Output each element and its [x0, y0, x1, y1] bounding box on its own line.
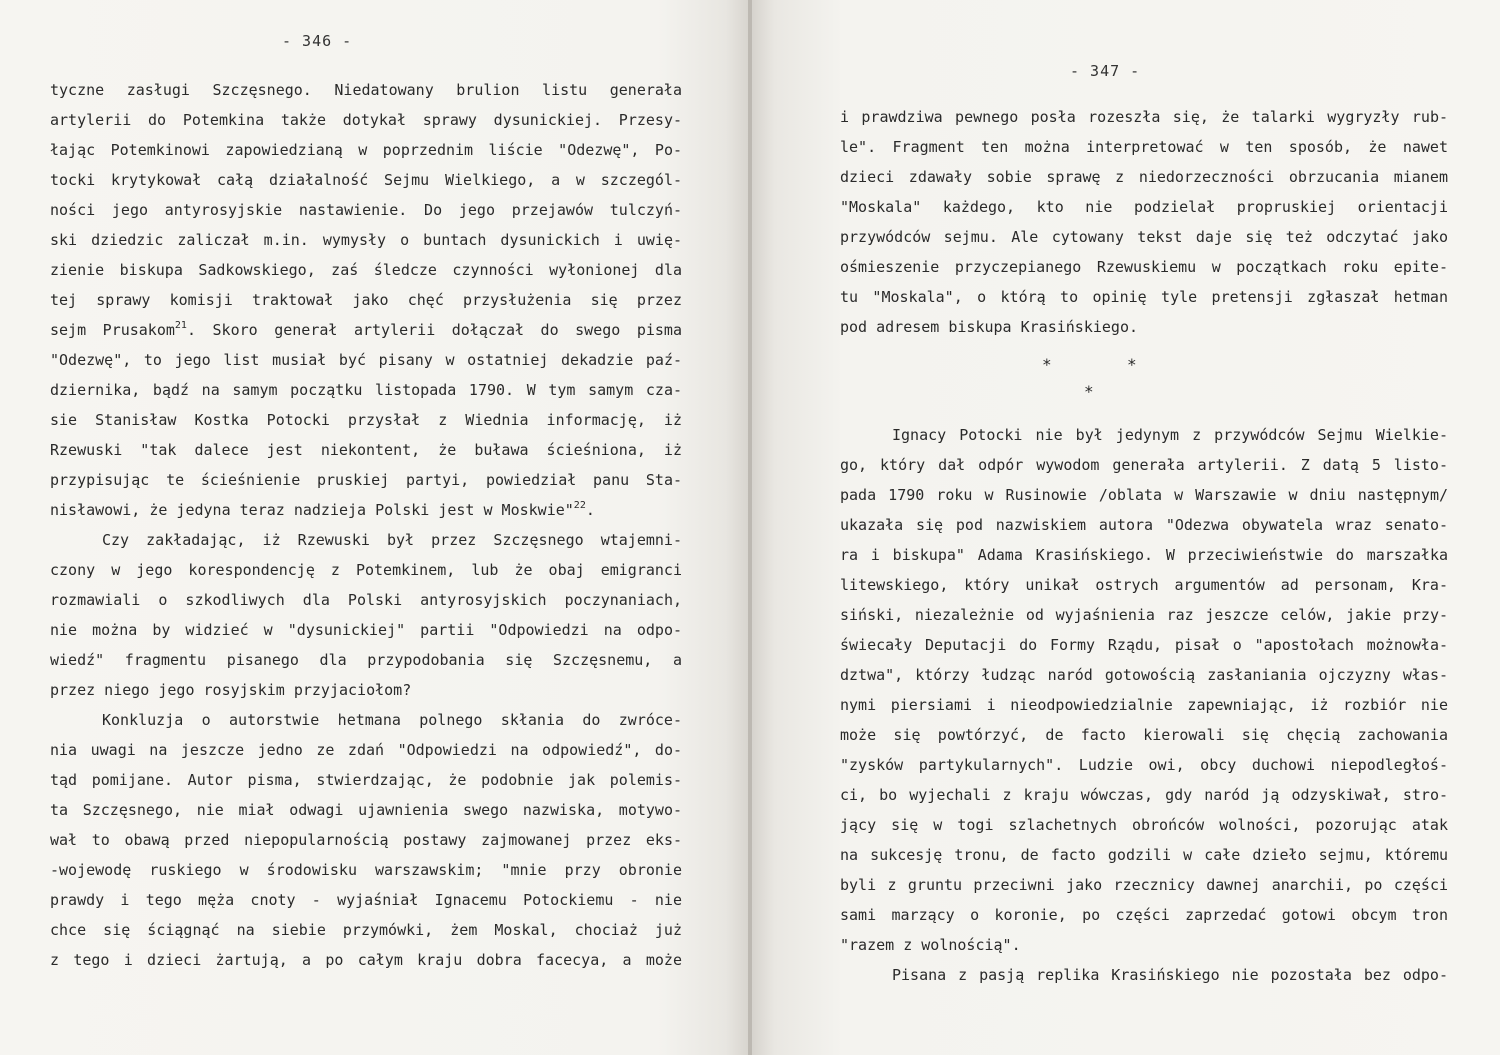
line-text: nymi piersiami i nieodpowiedzialnie zapewniając, iż rozbiór nie	[840, 696, 1448, 714]
line-text: dziernika, bądź na samym początku listopada 1790. W tym samym cza-	[50, 381, 682, 399]
line-text: prawdy i tego męża cnoty - wyjaśniał Ignacemu Potockiemu - nie	[50, 891, 682, 909]
line-text: ośmieszenie przyczepianego Rzewuskiemu w początkach roku epite-	[840, 258, 1448, 276]
text-line	[50, 615, 682, 645]
line-text: na sukcesję tronu, de facto godzili w całe dzieło sejmu, któremu	[840, 846, 1448, 864]
text-line	[840, 162, 1448, 192]
text-line	[50, 915, 682, 945]
line-text: przypisując te ścieśnienie pruskiej partyi, powiedział panu Sta-	[50, 471, 682, 489]
line-text: Pisana z pasją replika Krasińskiego nie pozostała bez odpo-	[892, 966, 1448, 984]
text-line	[50, 285, 682, 315]
text-line	[50, 345, 682, 375]
line-text: pod adresem biskupa Krasińskiego.	[840, 318, 1139, 336]
line-text: tej sprawy komisji traktował jako chęć przysłużenia się przez	[50, 291, 682, 309]
line-text: Konkluzja o autorstwie hetmana polnego skłania do zwróce-	[102, 711, 682, 729]
text-line	[840, 192, 1448, 222]
text-line	[840, 960, 1448, 990]
text-line	[50, 105, 682, 135]
line-text: ski dziedzic zaliczał m.in. wymysły o buntach dysunickich i uwię-	[50, 231, 682, 249]
text-line	[50, 645, 682, 675]
text-line	[50, 675, 682, 705]
line-text: czony w jego korespondencję z Potemkinem, lub że obaj emigranci	[50, 561, 682, 579]
text-line	[840, 630, 1448, 660]
text-line	[840, 690, 1448, 720]
line-text: ra i biskupa" Adama Krasińskiego. W przeciwieństwie do marszałka	[840, 546, 1448, 564]
line-text-continued: . Skoro generał artylerii dołączał do swego pisma	[186, 321, 682, 339]
text-line	[840, 840, 1448, 870]
line-text: przez niego jego rosyjskim przyjaciołom?	[50, 681, 412, 699]
text-line	[840, 600, 1448, 630]
text-line	[840, 282, 1448, 312]
text-line	[50, 495, 682, 525]
line-text: nia uwagi na jeszcze jedno ze zdań "Odpowiedzi na odpowiedź", do-	[50, 741, 682, 759]
footnote-marker: 21	[174, 320, 187, 331]
text-line	[840, 252, 1448, 282]
text-line	[50, 825, 682, 855]
line-text: byli z gruntu przeciwni jako rzecznicy dawnej anarchii, po części	[840, 876, 1448, 894]
line-text: artylerii do Potemkina także dotykał sprawy dysunickiej. Przesy-	[50, 111, 682, 129]
line-text: wał to obawą przed niepopularnością postawy zajmowanej przez eks-	[50, 831, 682, 849]
text-line	[840, 420, 1448, 450]
line-text: Czy zakładając, iż Rzewuski był przez Szczęsnego wtajemni-	[102, 531, 682, 549]
text-line	[840, 720, 1448, 750]
line-text: Rzewuski "tak dalece jest niekontent, że buława ścieśniona, iż	[50, 441, 682, 459]
line-text: łając Potemkinowi zapowiedzianą w poprzednim liście "Odezwę", Po-	[50, 141, 682, 159]
page-number: - 346 -	[282, 32, 353, 50]
line-text: ta Szczęsnego, nie miał odwagi ujawnienia swego nazwiska, motywo-	[50, 801, 682, 819]
text-line	[840, 510, 1448, 540]
line-text: go, który dał odpór wywodom generała artylerii. Z datą 5 listo-	[840, 456, 1448, 474]
text-line	[50, 405, 682, 435]
line-text: przywódców sejmu. Ale cytowany tekst daje się też odczytać jako	[840, 228, 1448, 246]
line-text: tu "Moskala", o którą to opinię tyle pretensji zgłaszał hetman	[840, 288, 1448, 306]
text-line	[840, 540, 1448, 570]
page-number: - 347 -	[1070, 62, 1141, 80]
text-line	[50, 795, 682, 825]
line-text: i prawdziwa pewnego posła rozeszła się, że talarki wygryzły rub-	[840, 108, 1448, 126]
text-line	[50, 705, 682, 735]
text-line	[50, 555, 682, 585]
text-line	[50, 585, 682, 615]
line-text: ukazała się pod nazwiskiem autora "Odezwa obywatela wraz senato-	[840, 516, 1448, 534]
line-text: chce się ściągnąć na siebie przymówki, żem Moskal, chociaż już	[50, 921, 682, 939]
line-text: może się powtórzyć, de facto kierowali się chęcią zachowania	[840, 726, 1448, 744]
text-line	[50, 945, 682, 975]
line-text: dzieci zdawały sobie sprawę z niedorzeczności obrzucania mianem	[840, 168, 1448, 186]
line-text: jący się w togi szlachetnych obrońców wolności, pozorując atak	[840, 816, 1448, 834]
line-text: litewskiego, który unikał ostrych argumentów ad personam, Kra-	[840, 576, 1448, 594]
line-text: nisławowi, że jedyna teraz nadzieja Polski jest w Moskwie"	[50, 501, 574, 519]
text-line	[840, 810, 1448, 840]
line-text: ności jego antyrosyjskie nastawienie. Do jego przejawów tulczyń-	[50, 201, 682, 219]
text-line	[50, 525, 682, 555]
asterisk: *	[1042, 355, 1052, 374]
line-text: świecały Deputacji do Formy Rządu, pisał o "apostołach możnowła-	[840, 636, 1448, 654]
left-page	[0, 0, 748, 1055]
text-line	[840, 450, 1448, 480]
right-page-text	[840, 102, 1448, 990]
text-line	[50, 465, 682, 495]
text-line	[50, 135, 682, 165]
line-text: Ignacy Potocki nie był jedynym z przywódców Sejmu Wielkie-	[892, 426, 1448, 444]
line-text: tąd pomijane. Autor pisma, stwierdzając, że podobnie jak polemis-	[50, 771, 682, 789]
text-line	[840, 570, 1448, 600]
text-line	[50, 75, 682, 105]
asterisk: *	[1127, 355, 1137, 374]
line-text: ci, bo wyjechali z kraju wówczas, gdy naród ją odzyskiwał, stro-	[840, 786, 1448, 804]
section-gap	[840, 342, 1448, 420]
footnote-marker: 22	[573, 500, 586, 511]
line-text: tocki krytykował całą działalność Sejmu Wielkiego, a w szczegól-	[50, 171, 682, 189]
line-text: sejm Prusakom	[50, 321, 175, 339]
line-text: nie można by widzieć w "dysunickiej" partii "Odpowiedzi na odpo-	[50, 621, 682, 639]
text-line	[50, 855, 682, 885]
text-line	[840, 312, 1448, 342]
line-text: "Moskala" każdego, kto nie podzielał propruskiej orientacji	[840, 198, 1448, 216]
text-line	[840, 750, 1448, 780]
text-line	[840, 480, 1448, 510]
section-separator-asterism	[982, 355, 1142, 405]
text-line	[840, 222, 1448, 252]
line-text: "zysków partykularnych". Ludzie owi, obcy duchowi niepodległoś-	[840, 756, 1448, 774]
text-line	[50, 165, 682, 195]
line-text: sie Stanisław Kostka Potocki przysłał z Wiednia informację, iż	[50, 411, 682, 429]
text-line	[50, 735, 682, 765]
text-line	[50, 435, 682, 465]
asterisk: *	[1084, 382, 1094, 401]
text-line	[840, 660, 1448, 690]
line-text: wiedź" fragmentu pisanego dla przypodobania się Szczęsnemu, a	[50, 651, 682, 669]
line-text: sami marzący o koronie, po części zaprzedać gotowi obcym tron	[840, 906, 1448, 924]
text-line	[50, 885, 682, 915]
line-text: le". Fragment ten można interpretować w ten sposób, że nawet	[840, 138, 1448, 156]
text-line	[840, 930, 1448, 960]
text-line	[840, 900, 1448, 930]
line-text: z tego i dzieci żartują, a po całym kraju dobra facecya, a może	[50, 951, 682, 969]
line-text: pada 1790 roku w Rusinowie /oblata w Warszawie w dniu następnym/	[840, 486, 1448, 504]
line-text: rozmawiali o szkodliwych dla Polski antyrosyjskich poczynaniach,	[50, 591, 682, 609]
text-line	[840, 132, 1448, 162]
line-text: "Odezwę", to jego list musiał być pisany w ostatniej dekadzie paź-	[50, 351, 682, 369]
text-line	[50, 195, 682, 225]
text-line	[50, 255, 682, 285]
text-line	[50, 765, 682, 795]
line-text: zienie biskupa Sadkowskiego, zaś śledcze czynności wyłonionej dla	[50, 261, 682, 279]
line-text: dztwa", którzy łudząc naród gotowością zasłaniania ojczyzny włas-	[840, 666, 1448, 684]
text-line	[50, 375, 682, 405]
text-line	[50, 315, 682, 345]
line-text: siński, niezależnie od wyjaśnienia raz jeszcze celów, jakie przy-	[840, 606, 1448, 624]
line-text: tyczne zasługi Szczęsnego. Niedatowany brulion listu generała	[50, 81, 682, 99]
text-line	[840, 870, 1448, 900]
line-text: "razem z wolnością".	[840, 936, 1021, 954]
line-text-continued: .	[585, 501, 595, 519]
left-page-text	[50, 75, 682, 975]
text-line	[840, 780, 1448, 810]
text-line	[840, 102, 1448, 132]
line-text: -wojewodę ruskiego w środowisku warszawskim; "mnie przy obronie	[50, 861, 682, 879]
right-page	[752, 0, 1500, 1055]
text-line	[50, 225, 682, 255]
